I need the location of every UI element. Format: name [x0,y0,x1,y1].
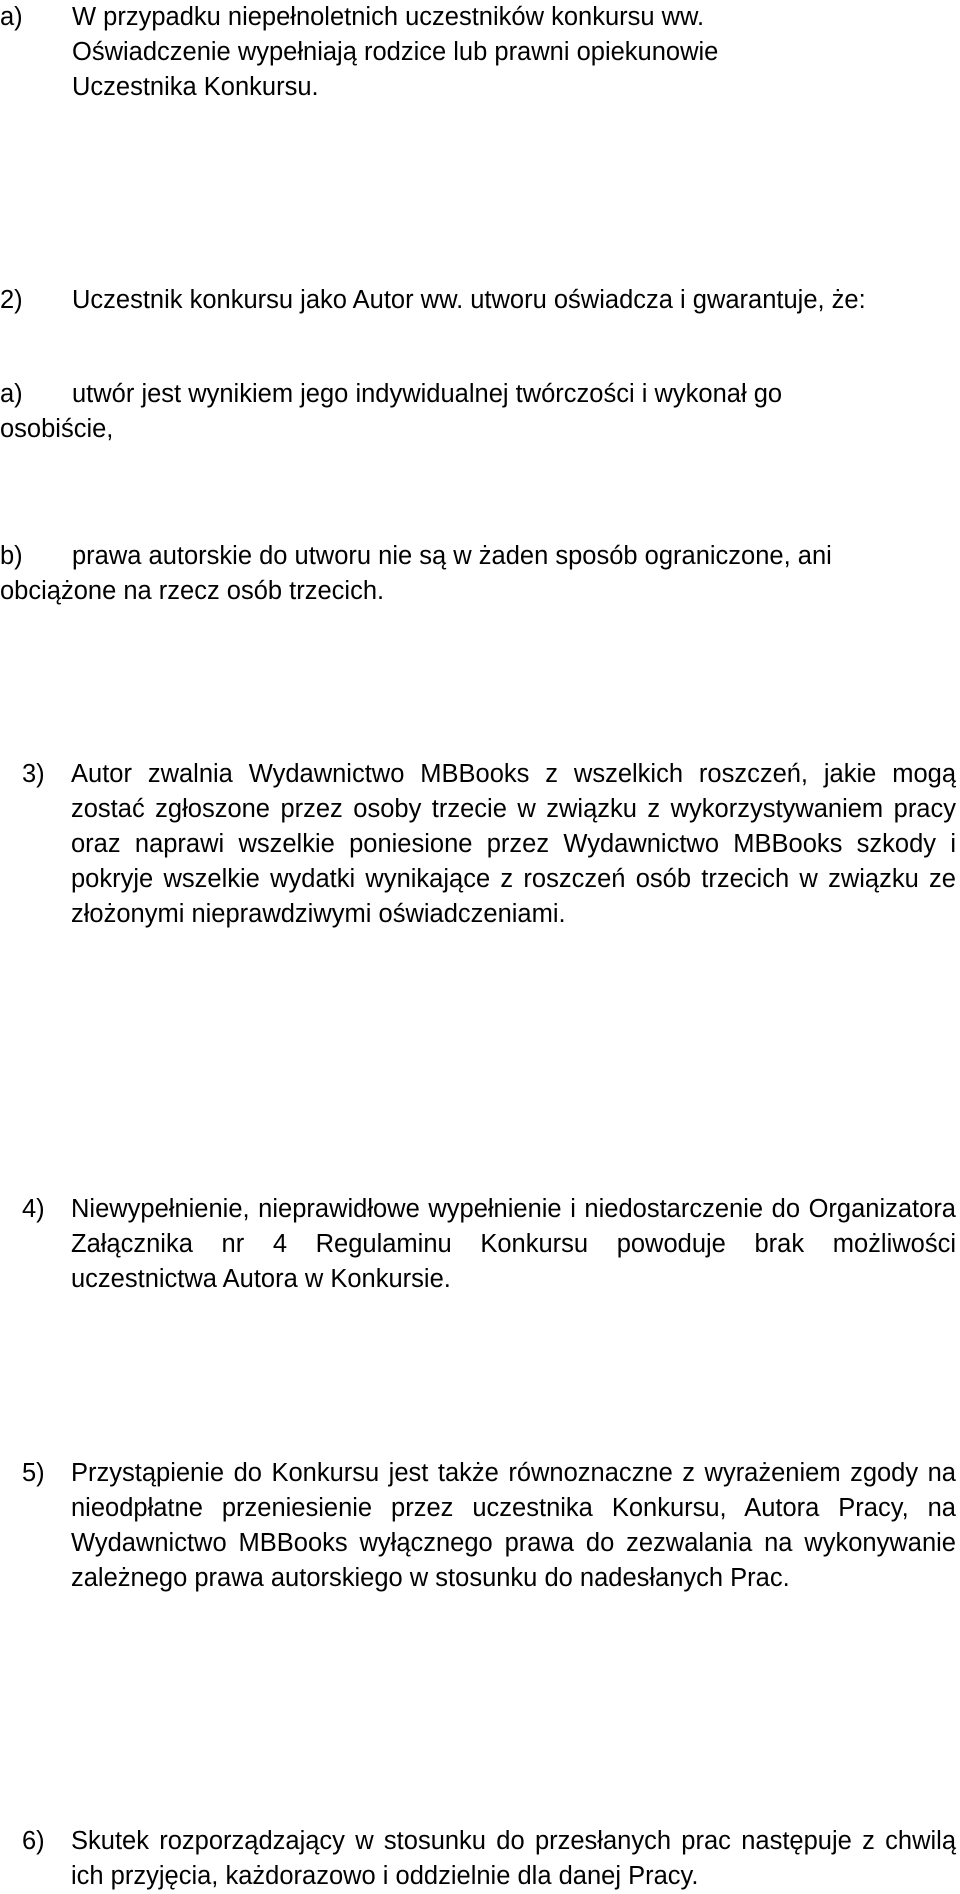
list-marker: 4) [22,1195,45,1223]
list-marker: 3) [22,760,45,788]
list-item-text: W przypadku niepełnoletnich uczestników konkursu ww. Oświadczenie wypełniają rodzice lub prawni opiekunowie Uczestnika Konkursu. [72,3,719,101]
list-marker: a) [0,380,23,408]
list-item-3-indemnity [0,757,960,932]
list-marker: b) [0,542,23,570]
list-item-text: Niewypełnienie, nieprawidłowe wypełnienie i niedostarczenie do Organizatora Załącznika nr 4 Regulaminu Konkursu powoduje brak możliwości uczestnictwa Autora w Konkursie. [71,1195,956,1293]
list-item-text: Uczestnik konkursu jako Autor ww. utworu oświadcza i gwarantuje, że: [72,286,866,314]
list-item-6-effect [0,1824,960,1894]
list-item-5-rights-transfer [0,1456,960,1596]
list-item-text: Autor zwalnia Wydawnictwo MBBooks z wszelkich roszczeń, jakie mogą zostać zgłoszone przez osoby trzecie w związku z wykorzystywaniem pracy oraz naprawi wszelkie poniesione przez Wydawnictwo MBBooks szkody i pokryje wszelkie wydatki wynikające z roszczeń osób trzecich w związku ze złożonymi nieprawdziwymi oświadczeniami. [71,760,956,928]
list-marker: 2) [0,286,23,314]
list-item-2-declaration [0,283,960,318]
list-item-4-missing-attachment [0,1192,960,1297]
list-item-text: utwór jest wynikiem jego indywidualnej twórczości i wykonał go osobiście, [0,380,783,443]
list-item-a-parents [0,0,960,105]
list-item-a-original-work [0,377,960,447]
list-marker: 6) [22,1827,45,1855]
list-marker: 5) [22,1459,45,1487]
list-item-text: Skutek rozporządzający w stosunku do przesłanych prac następuje z chwilą ich przyjęcia, każdorazowo i oddzielnie dla danej Pracy. [71,1827,956,1890]
list-item-text: Przystąpienie do Konkursu jest także równoznaczne z wyrażeniem zgody na nieodpłatne przeniesienie przez uczestnika Konkursu, Autora Pracy, na Wydawnictwo MBBooks wyłącznego prawa do zezwalania na wykonywanie zależnego prawa autorskiego w stosunku do nadesłanych Prac. [71,1459,956,1592]
list-item-b-copyright [0,539,960,609]
list-marker: a) [0,3,23,31]
list-item-text: prawa autorskie do utworu nie są w żaden sposób ograniczone, ani obciążone na rzecz osób trzecich. [0,542,832,605]
